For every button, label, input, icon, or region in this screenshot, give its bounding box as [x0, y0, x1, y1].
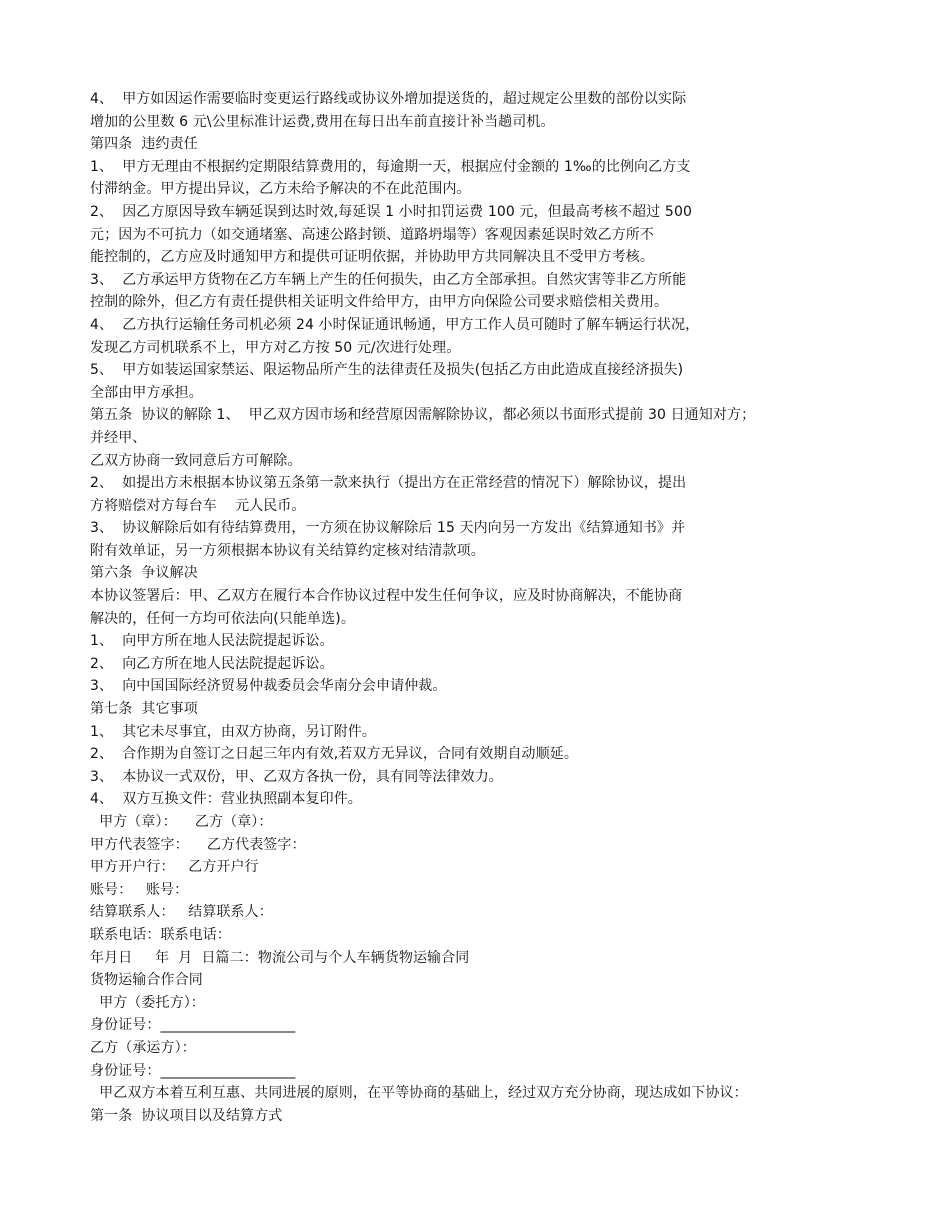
signature-line: 甲方（章）： 乙方（章）： [90, 814, 273, 830]
signature-line: 结算联系人： 结算联系人： [90, 904, 273, 921]
text-line: 方将赔偿对方每台车 元人民币。 [90, 497, 306, 514]
text-line: 乙双方协商一致同意后方可解除。 [90, 452, 302, 469]
text-line: 解决的，任何一方均可依法向(只能单选)。 [90, 610, 355, 627]
text-line: 3、 本协议一式双份，甲、乙双方各执一份，具有同等法律效力。 [90, 768, 503, 785]
signature-line: 甲方开户行： 乙方开户行 [90, 859, 259, 876]
text-line: 附有效单证，另一方须根据本协议有关结算约定核对结清款项。 [90, 542, 485, 559]
text-line: 1、 向甲方所在地人民法院提起诉讼。 [90, 633, 334, 650]
contract-title: 货物运输合作合同 [90, 972, 203, 989]
text-line: 控制的除外，但乙方有责任提供相关证明文件给甲方，由甲方向保险公司要求赔偿相关费用。 [90, 294, 669, 311]
id-number-line: 身份证号：___________________ [90, 1062, 296, 1079]
party-line: 乙方（承运方）： [90, 1039, 196, 1056]
text-line: 并经甲、 [90, 429, 147, 446]
text-line: 4、 乙方执行运输任务司机必须 24 小时保证通讯畅通，甲方工作人员可随时了解车辆运行状况， [90, 316, 700, 333]
text-line: 5、 甲方如装运国家禁运、限运物品所产生的法律责任及损失(包括乙方由此造成直接经济损失) [90, 362, 684, 379]
section-heading: 第六条 争议解决 [90, 565, 198, 582]
signature-line: 联系电话：联系电话： [90, 926, 231, 943]
text-line: 增加的公里数 6 元\公里标准计运费,费用在每日出车前直接计补当趟司机。 [90, 113, 555, 130]
section-heading: 第一条 协议项目以及结算方式 [90, 1107, 283, 1124]
text-line: 3、 乙方承运甲方货物在乙方车辆上产生的任何损失，由乙方全部承担。自然灾害等非乙方所能 [90, 271, 687, 288]
signature-line: 甲方代表签字： 乙方代表签字： [90, 836, 306, 853]
section-heading: 第七条 其它事项 [90, 701, 198, 718]
text-line: 付滞纳金。甲方提出异议，乙方未给予解决的不在此范围内。 [90, 181, 471, 198]
party-line: 甲方（委托方）： [90, 994, 205, 1011]
text-line: 能控制的，乙方应及时通知甲方和提供可证明依据，并协助甲方共同解决且不受甲方考核。 [90, 249, 654, 266]
text-line: 4、 双方互换文件：营业执照副本复印件。 [90, 791, 362, 808]
signature-line: 账号： 账号： [90, 881, 189, 898]
text-line: 2、 合作期为自签订之日起三年内有效,若双方无异议，合同有效期自动顺延。 [90, 746, 578, 763]
document-body [90, 88, 940, 1127]
text-line: 发现乙方司机联系不上，甲方对乙方按 50 元/次进行处理。 [90, 339, 461, 356]
section-heading: 第四条 违约责任 [90, 136, 198, 153]
text-line: 3、 协议解除后如有待结算费用，一方须在协议解除后 15 天内向另一方发出《结算通知书》并 [90, 520, 686, 537]
text-line: 2、 因乙方原因导致车辆延误到达时效,每延误 1 小时扣罚运费 100 元，但最高考核不超过 500 [90, 203, 692, 220]
text-line: 全部由甲方承担。 [90, 384, 203, 401]
section-heading: 第五条 协议的解除 1、 甲乙双方因市场和经营原因需解除协议，都必须以书面形式提前 30 日通知对方； [90, 407, 756, 424]
text-line: 1、 甲方无理由不根据约定期限结算费用的，每逾期一天，根据应付金额的 1‰的比例向乙方支 [90, 158, 691, 175]
text-line: 元；因为不可抗力（如交通堵塞、高速公路封锁、道路坍塌等）客观因素延误时效乙方所不 [90, 226, 654, 243]
id-number-line: 身份证号：___________________ [90, 1017, 296, 1034]
text-line: 4、 甲方如因运作需要临时变更运行路线或协议外增加提送货的，超过规定公里数的部份以实际 [90, 91, 687, 107]
text-line: 甲乙双方本着互利互惠、共同进展的原则，在平等协商的基础上，经过双方充分协商，现达成如下协议： [90, 1085, 748, 1102]
text-line: 1、 其它未尽事宜，由双方协商，另订附件。 [90, 723, 377, 740]
date-line: 年月日 年 月 日篇二：物流公司与个人车辆货物运输合同 [90, 949, 470, 966]
text-line: 3、 向中国国际经济贸易仲裁委员会华南分会申请仲裁。 [90, 678, 447, 695]
text-line: 本协议签署后：甲、乙双方在履行本合作协议过程中发生任何争议，应及时协商解决，不能协商 [90, 588, 683, 605]
text-line: 2、 如提出方未根据本协议第五条第一款来执行（提出方在正常经营的情况下）解除协议，提出 [90, 475, 687, 492]
text-line: 2、 向乙方所在地人民法院提起诉讼。 [90, 655, 334, 672]
